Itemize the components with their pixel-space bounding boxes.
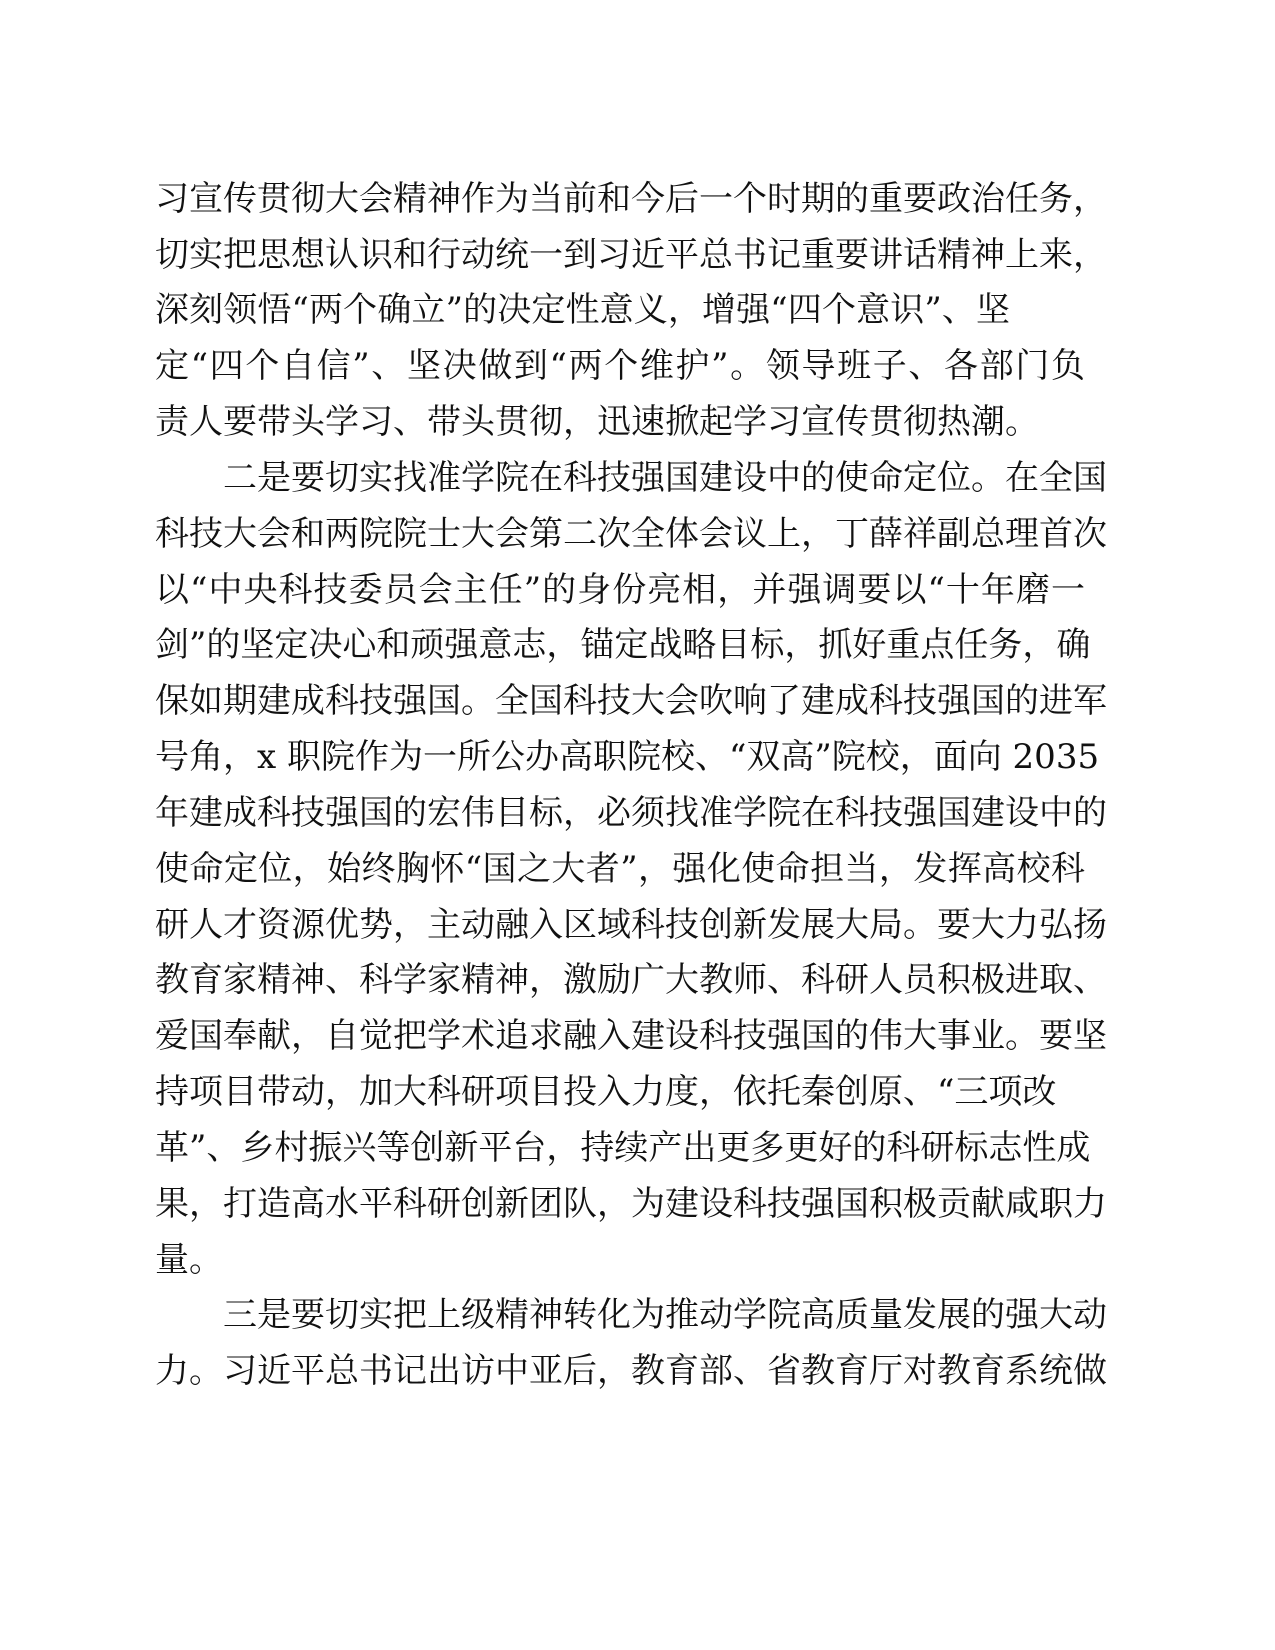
text-line: 三是要切实把上级精神转化为推动学院高质量发展的强大动 xyxy=(223,1295,1107,1335)
text-line: 爱国奉献，自觉把学术追求融入建设科技强国的伟大事业。要坚 xyxy=(155,1016,1107,1056)
text-line: 剑”的坚定决心和顽强意志，锚定战略目标，抓好重点任务，确 xyxy=(155,625,1091,665)
text-line: 保如期建成科技强国。全国科技大会吹响了建成科技强国的进军 xyxy=(155,681,1107,721)
text-line: 责人要带头学习、带头贯彻，迅速掀起学习宣传贯彻热潮。 xyxy=(155,402,1039,442)
text-line: 年建成科技强国的宏伟目标，必须找准学院在科技强国建设中的 xyxy=(155,793,1107,833)
text-line: 果，打造高水平科研创新团队，为建设科技强国积极贡献咸职力 xyxy=(155,1184,1107,1224)
text-line: 革”、乡村振兴等创新平台，持续产出更多更好的科研标志性成 xyxy=(155,1128,1091,1168)
text-line: 切实把思想认识和行动统一到习近平总书记重要讲话精神上来， xyxy=(155,235,1107,275)
text-line: 深刻领悟“两个确立”的决定性意义，增强“四个意识”、坚 xyxy=(155,290,1010,330)
text-line: 以“中央科技委员会主任”的身份亮相，并强调要以“十年磨一 xyxy=(155,570,1085,610)
text-line: 二是要切实找准学院在科技强国建设中的使命定位。在全国 xyxy=(223,458,1107,498)
text-line: 教育家精神、科学家精神，激励广大教师、科研人员积极进取、 xyxy=(155,960,1107,1000)
text-line: 使命定位，始终胸怀“国之大者”，强化使命担当，发挥高校科 xyxy=(155,849,1085,889)
text-line: 力。习近平总书记出访中亚后，教育部、省教育厅对教育系统做 xyxy=(155,1351,1107,1391)
text-line: 定“四个自信”、坚决做到“两个维护”。领导班子、各部门负 xyxy=(155,346,1085,386)
text-line: 号角，x 职院作为一所公办高职院校、“双高”院校，面向 2035 xyxy=(155,737,1100,777)
text-line: 习宣传贯彻大会精神作为当前和今后一个时期的重要政治任务， xyxy=(155,179,1107,219)
text-line: 科技大会和两院院士大会第二次全体会议上，丁薛祥副总理首次 xyxy=(155,514,1107,554)
text-line: 研人才资源优势，主动融入区域科技创新发展大局。要大力弘扬 xyxy=(155,905,1107,945)
text-line: 持项目带动，加大科研项目投入力度，依托秦创原、“三项改 xyxy=(155,1072,1057,1112)
text-line: 量。 xyxy=(155,1240,223,1280)
